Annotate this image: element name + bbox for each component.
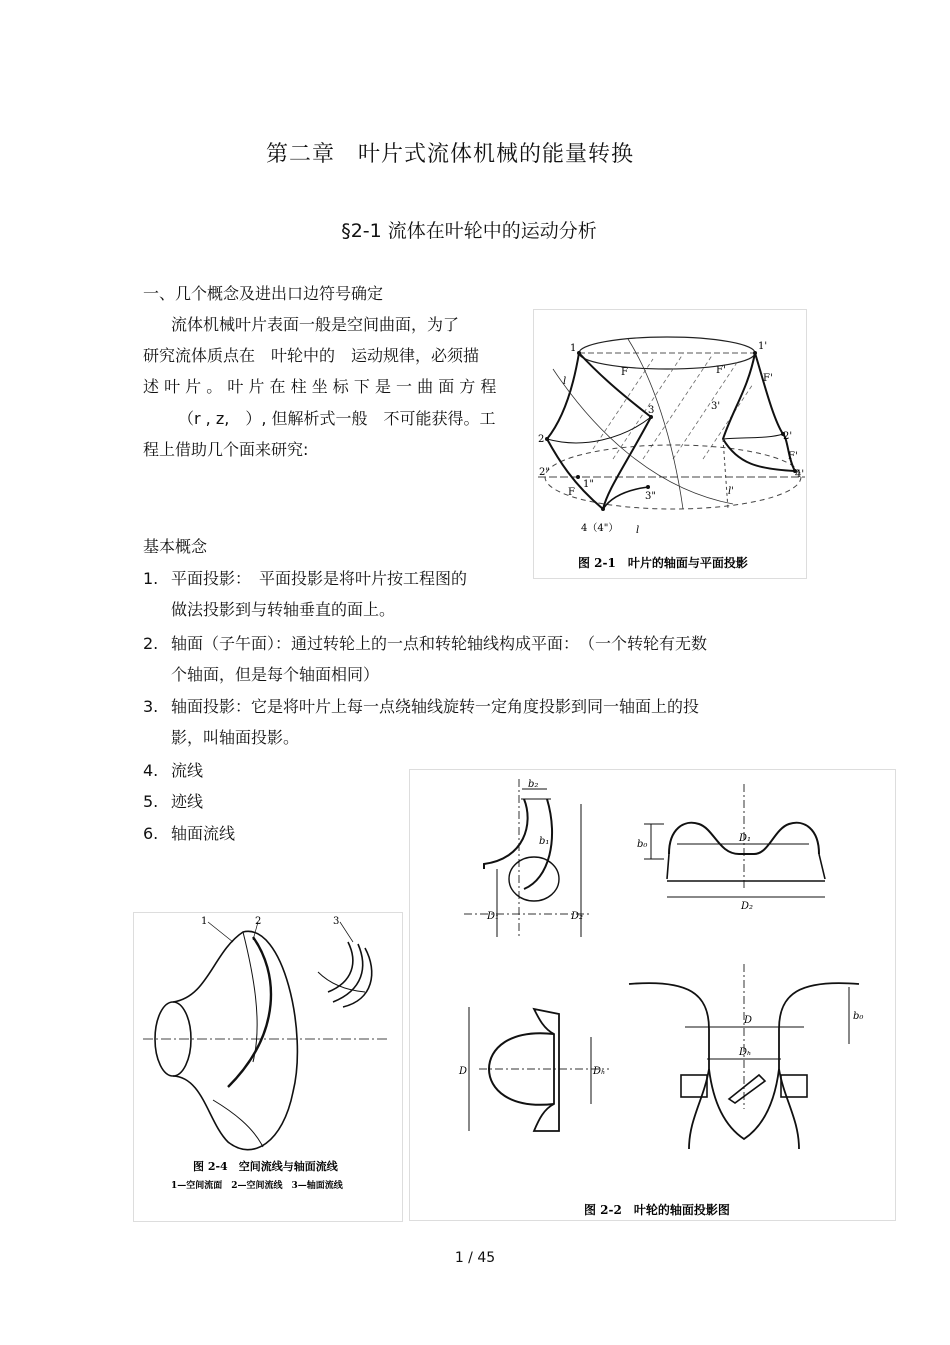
figure-2-2-caption: 图 2-2 叶轮的轴面投影图 bbox=[584, 1203, 730, 1217]
label-4p: 4' bbox=[795, 469, 805, 480]
label-1pp: 1" bbox=[583, 479, 594, 490]
label-F2: F bbox=[568, 487, 575, 498]
list-num: 2. bbox=[143, 634, 159, 653]
list-text: 轴面流线 bbox=[171, 824, 236, 843]
intro-line-3: 述 叶 片 。 叶 片 在 柱 坐 标 下 是 一 曲 面 方 程 bbox=[143, 377, 497, 396]
figure-2-4-legend: 1—空间流面 2—空间流线 3—轴面流线 bbox=[171, 1181, 343, 1191]
label-3: 3 bbox=[648, 405, 655, 416]
list-item-4 bbox=[143, 755, 203, 786]
list-item-6 bbox=[143, 818, 235, 849]
intro-line-2: 研究流体质点在 叶轮中的 运动规律，必须描 bbox=[143, 346, 480, 365]
label-D1b: D₁ bbox=[739, 833, 752, 844]
label-n2: 2 bbox=[255, 916, 262, 927]
list-item-2-cont: 个轴面，但是每个轴面相同） bbox=[171, 665, 380, 684]
label-n1: 1 bbox=[201, 916, 208, 927]
label-lp: l' bbox=[728, 486, 734, 497]
label-D: D bbox=[459, 1066, 468, 1077]
page-number: 1 / 45 bbox=[454, 1250, 496, 1266]
label-Fp2: F' bbox=[763, 373, 773, 384]
label-Dhc: Dₕ bbox=[739, 1047, 752, 1058]
label-2pp: 2" bbox=[539, 467, 550, 478]
label-4: 4（4"） bbox=[581, 523, 619, 534]
label-F: F bbox=[621, 367, 628, 378]
intro-line-4: （r , z, ）, 但解析式一般 不可能获得。工 bbox=[178, 409, 496, 428]
label-lb: l bbox=[636, 525, 640, 536]
intro-line-1: 流体机械叶片表面一般是空间曲面，为了 bbox=[171, 315, 460, 334]
list-text: 轴面（子午面）：通过转轮上的一点和转轮轴线构成平面： （一个转轮有无数 bbox=[171, 634, 708, 653]
label-l: l bbox=[563, 376, 567, 387]
label-Dc: D bbox=[744, 1015, 753, 1026]
list-item-5 bbox=[143, 786, 203, 817]
list-item-3-cont: 影，叫轴面投影。 bbox=[171, 728, 300, 747]
figure-2-1-caption: 图 2-1 叶片的轴面与平面投影 bbox=[578, 556, 748, 570]
label-2p: 2' bbox=[783, 431, 793, 442]
label-3p: 3' bbox=[711, 401, 721, 412]
figure-2-4 bbox=[133, 912, 403, 1222]
figure-2-2-drawing bbox=[409, 769, 896, 1221]
list-item-2 bbox=[143, 628, 707, 659]
figure-2-1 bbox=[533, 309, 807, 579]
label-bo2: b₀ bbox=[853, 1011, 864, 1022]
label-bo: b₀ bbox=[637, 839, 648, 850]
list-text: 轴面投影：它是将叶片上每一点绕轴线旋转一定角度投影到同一轴面上的投 bbox=[171, 697, 700, 716]
list-num: 5. bbox=[143, 792, 159, 811]
label-b1: b₁ bbox=[539, 836, 550, 847]
heading-concepts: 一、几个概念及进出口边符号确定 bbox=[143, 284, 384, 303]
label-D2: D₂ bbox=[571, 911, 584, 922]
figure-2-1-drawing bbox=[533, 309, 807, 579]
label-2: 2 bbox=[538, 434, 545, 445]
label-Fp3: F' bbox=[788, 451, 798, 462]
list-num: 6. bbox=[143, 824, 159, 843]
figure-2-2 bbox=[409, 769, 896, 1221]
basic-concepts-heading: 基本概念 bbox=[143, 537, 208, 556]
list-item-1 bbox=[143, 563, 467, 594]
label-b2: b₂ bbox=[528, 779, 539, 790]
label-1p: 1' bbox=[758, 341, 768, 352]
list-item-1-cont: 做法投影到与转轴垂直的面上。 bbox=[171, 600, 396, 619]
list-item-3 bbox=[143, 691, 699, 722]
figure-2-4-drawing bbox=[133, 912, 403, 1222]
intro-line-5: 程上借助几个面来研究: bbox=[143, 440, 309, 459]
label-D1: D₁ bbox=[487, 911, 500, 922]
section-title: §2-1 流体在叶轮中的运动分析 bbox=[341, 220, 597, 242]
list-num: 1. bbox=[143, 569, 159, 588]
chapter-title: 第二章 叶片式流体机械的能量转换 bbox=[265, 142, 634, 167]
label-Dh: Dₕ bbox=[593, 1066, 606, 1077]
list-text: 流线 bbox=[171, 761, 204, 780]
label-Fp: F' bbox=[716, 365, 726, 376]
list-num: 4. bbox=[143, 761, 159, 780]
figure-2-4-caption: 图 2-4 空间流线与轴面流线 bbox=[193, 1160, 338, 1173]
label-D2b: D₂ bbox=[741, 901, 754, 912]
label-3pp: 3" bbox=[645, 491, 656, 502]
list-num: 3. bbox=[143, 697, 159, 716]
list-text: 迹线 bbox=[171, 792, 204, 811]
list-text: 平面投影： 平面投影是将叶片按工程图的 bbox=[171, 569, 468, 588]
label-1: 1 bbox=[570, 343, 577, 354]
label-n3: 3 bbox=[333, 916, 340, 927]
